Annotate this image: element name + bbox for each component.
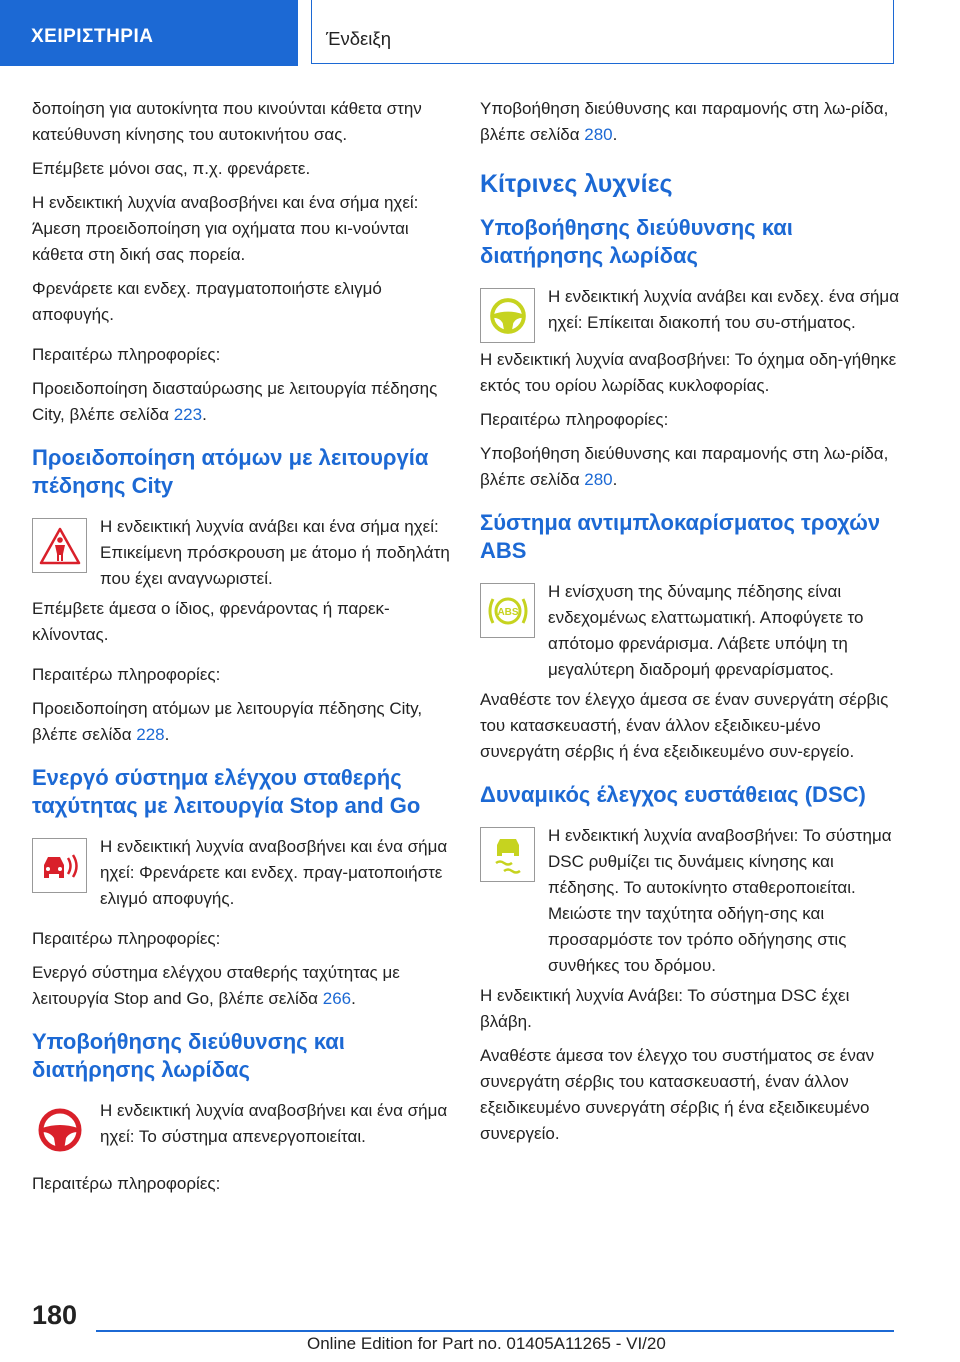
section-heading-dsc: Δυναμικός έλεγχος ευστάθειας (DSC)	[480, 782, 866, 807]
paragraph: δοποίηση για αυτοκίνητα που κινούνται κάθετα στην κατεύθυνση κίνησης του αυτοκινήτου σας.	[32, 99, 422, 144]
footer-divider	[96, 1330, 894, 1332]
indicator-row	[480, 284, 904, 343]
svg-text:ABS: ABS	[496, 606, 519, 618]
paragraph: Αναθέστε τον έλεγχο άμεσα σε έναν συνεργάτη σέρβις του κατασκευαστή, έναν άλλον εξειδικευ-μένο συνεργάτη σέρβις ή ένα εξειδικευμένο συν-εργείο.	[480, 690, 889, 761]
left-column	[32, 96, 456, 1205]
page-link[interactable]: 280	[584, 470, 613, 489]
more-info-label: Περαιτέρω πληροφορίες:	[32, 665, 221, 684]
more-info-label: Περαιτέρω πληροφορίες:	[32, 929, 221, 948]
page-number: 180	[32, 1300, 78, 1330]
cross-reference: Προειδοποίηση διασταύρωσης με λειτουργία πέδησης City, βλέπε σελίδα 223.	[32, 379, 438, 424]
paragraph: Η ενδεικτική λυχνία αναβοσβήνει και ένα σήμα ηχεί: Άμεση προειδοποίηση για οχήματα που κι-νούνται κάθετα στη δική σας πορεία.	[32, 193, 419, 264]
indicator-row	[32, 834, 456, 912]
reference-text: Υποβοήθηση διεύθυνσης και παραμονής στη λω-ρίδα, βλέπε σελίδα	[480, 99, 889, 144]
reference-text: Ενεργό σύστημα ελέγχου σταθερής ταχύτητας με λειτουργία Stop and Go, βλέπε σελίδα	[32, 963, 400, 1008]
reference-text: Προειδοποίηση διασταύρωσης με λειτουργία πέδησης City, βλέπε σελίδα	[32, 379, 438, 424]
section-heading-lane-yellow: Υποβοήθησης διεύθυνσης και διατήρησης λωρίδας	[480, 215, 793, 268]
paragraph: Η ενδεικτική λυχνία Ανάβει: Το σύστημα DSC έχει βλάβη.	[480, 986, 850, 1031]
steering-wheel-red-icon	[32, 1102, 87, 1157]
paragraph: Αναθέστε άμεσα τον έλεγχο του συστήματος σε έναν συνεργάτη σέρβις του κατασκευαστή, έναν άλλον εξειδικευμένο συνεργάτη σέρβις ή ένα εξειδικευμένο συνεργείο.	[480, 1046, 875, 1143]
cross-reference: Ενεργό σύστημα ελέγχου σταθερής ταχύτητας με λειτουργία Stop and Go, βλέπε σελίδα 266.	[32, 963, 400, 1008]
footer-edition: Online Edition for Part no. 01405A11265 - VI/20	[307, 1334, 666, 1353]
indicator-description: Η ενδεικτική λυχνία αναβοσβήνει: Το σύστημα DSC ρυθμίζει τις δυνάμεις κίνησης και πέδησης. Το αυτοκίνητο σταθεροποιείται. Μειώστε την ταχύτητα οδήγη-σης και προσαρμόστε τον τρόπο οδήγησης στις συνθήκες του δρόμου.	[548, 826, 892, 975]
more-info-label: Περαιτέρω πληροφορίες:	[480, 410, 669, 429]
header-chapter-title: Ένδειξη	[326, 28, 391, 49]
abs-warning-icon	[480, 583, 535, 638]
dsc-skid-icon	[480, 827, 535, 882]
indicator-description: Η ενδεικτική λυχνία ανάβει και ενδεχ. ένα σήμα ηχεί: Επίκειται διακοπή του συ-στήματος.	[548, 287, 900, 332]
paragraph: Επέμβετε άμεσα ο ίδιος, φρενάροντας ή παρεκ-κλίνοντας.	[32, 599, 390, 644]
steering-wheel-yellow-icon	[480, 288, 535, 343]
indicator-description: Η ενίσχυση της δύναμης πέδησης είναι ενδεχομένως ελαττωματική. Αποφύγετε το απότομο φρενάρισμα. Λάβετε υπόψη τη μεγαλύτερη διαδρομή φρεναρίσματος.	[548, 582, 864, 679]
indicator-row	[480, 823, 904, 979]
page-link[interactable]: 280	[584, 125, 613, 144]
right-column	[480, 96, 904, 1155]
indicator-description: Η ενδεικτική λυχνία αναβοσβήνει και ένα σήμα ηχεί: Φρενάρετε και ενδεχ. πραγ-ματοποιήστε ελιγμό αποφυγής.	[100, 837, 448, 908]
header-section-title: ΧΕΙΡΙΣΤΗΡΙΑ	[31, 26, 154, 47]
cross-reference: Προειδοποίηση ατόμων με λειτουργία πέδησης City, βλέπε σελίδα 228.	[32, 699, 423, 744]
page-link[interactable]: 266	[322, 989, 352, 1008]
pedestrian-warning-icon	[32, 518, 87, 573]
reference-text: Υποβοήθηση διεύθυνσης και παραμονής στη λω-ρίδα, βλέπε σελίδα	[480, 444, 889, 489]
indicator-description: Η ενδεικτική λυχνία ανάβει και ένα σήμα ηχεί: Επικείμενη πρόσκρουση με άτομο ή ποδηλάτη που έχει αναγνωριστεί.	[100, 517, 450, 588]
paragraph: Επέμβετε μόνοι σας, π.χ. φρενάρετε.	[32, 159, 311, 178]
cross-reference: Υποβοήθηση διεύθυνσης και παραμονής στη λω-ρίδα, βλέπε σελίδα 280.	[480, 444, 889, 489]
page-link[interactable]: 228	[136, 725, 165, 744]
indicator-row	[32, 1098, 456, 1157]
section-heading-abs: Σύστημα αντιμπλοκαρίσματος τροχών ABS	[480, 510, 881, 563]
more-info-label: Περαιτέρω πληροφορίες:	[32, 1174, 221, 1193]
section-heading-lane: Υποβοήθησης διεύθυνσης και διατήρησης λωρίδας	[32, 1029, 345, 1082]
more-info-label: Περαιτέρω πληροφορίες:	[32, 345, 221, 364]
indicator-row	[32, 514, 456, 592]
header-section-tab	[0, 0, 298, 66]
section-heading-yellow-lights: Κίτρινες λυχνίες	[480, 170, 673, 198]
reference-text: Προειδοποίηση ατόμων με λειτουργία πέδησης City, βλέπε σελίδα	[32, 699, 423, 744]
paragraph: Φρενάρετε και ενδεχ. πραγματοποιήστε ελιγμό αποφυγής.	[32, 279, 382, 324]
paragraph: Η ενδεικτική λυχνία αναβοσβήνει: Το όχημα οδη-γήθηκε εκτός του ορίου λωρίδας κυκλοφορίας.	[480, 350, 897, 395]
header-chapter-box	[311, 0, 894, 64]
page-link[interactable]: 223	[173, 405, 203, 424]
indicator-row	[480, 579, 904, 683]
section-heading-acc: Ενεργό σύστημα ελέγχου σταθερής ταχύτητας με λειτουργία Stop and Go	[32, 765, 421, 818]
collision-warning-icon	[32, 838, 87, 893]
indicator-description: Η ενδεικτική λυχνία αναβοσβήνει και ένα σήμα ηχεί: Το σύστημα απενεργοποιείται.	[100, 1101, 448, 1146]
cross-reference: Υποβοήθηση διεύθυνσης και παραμονής στη λω-ρίδα, βλέπε σελίδα 280.	[480, 99, 889, 144]
section-heading-pedestrian: Προειδοποίηση ατόμων με λειτουργία πέδησης City	[32, 445, 429, 498]
